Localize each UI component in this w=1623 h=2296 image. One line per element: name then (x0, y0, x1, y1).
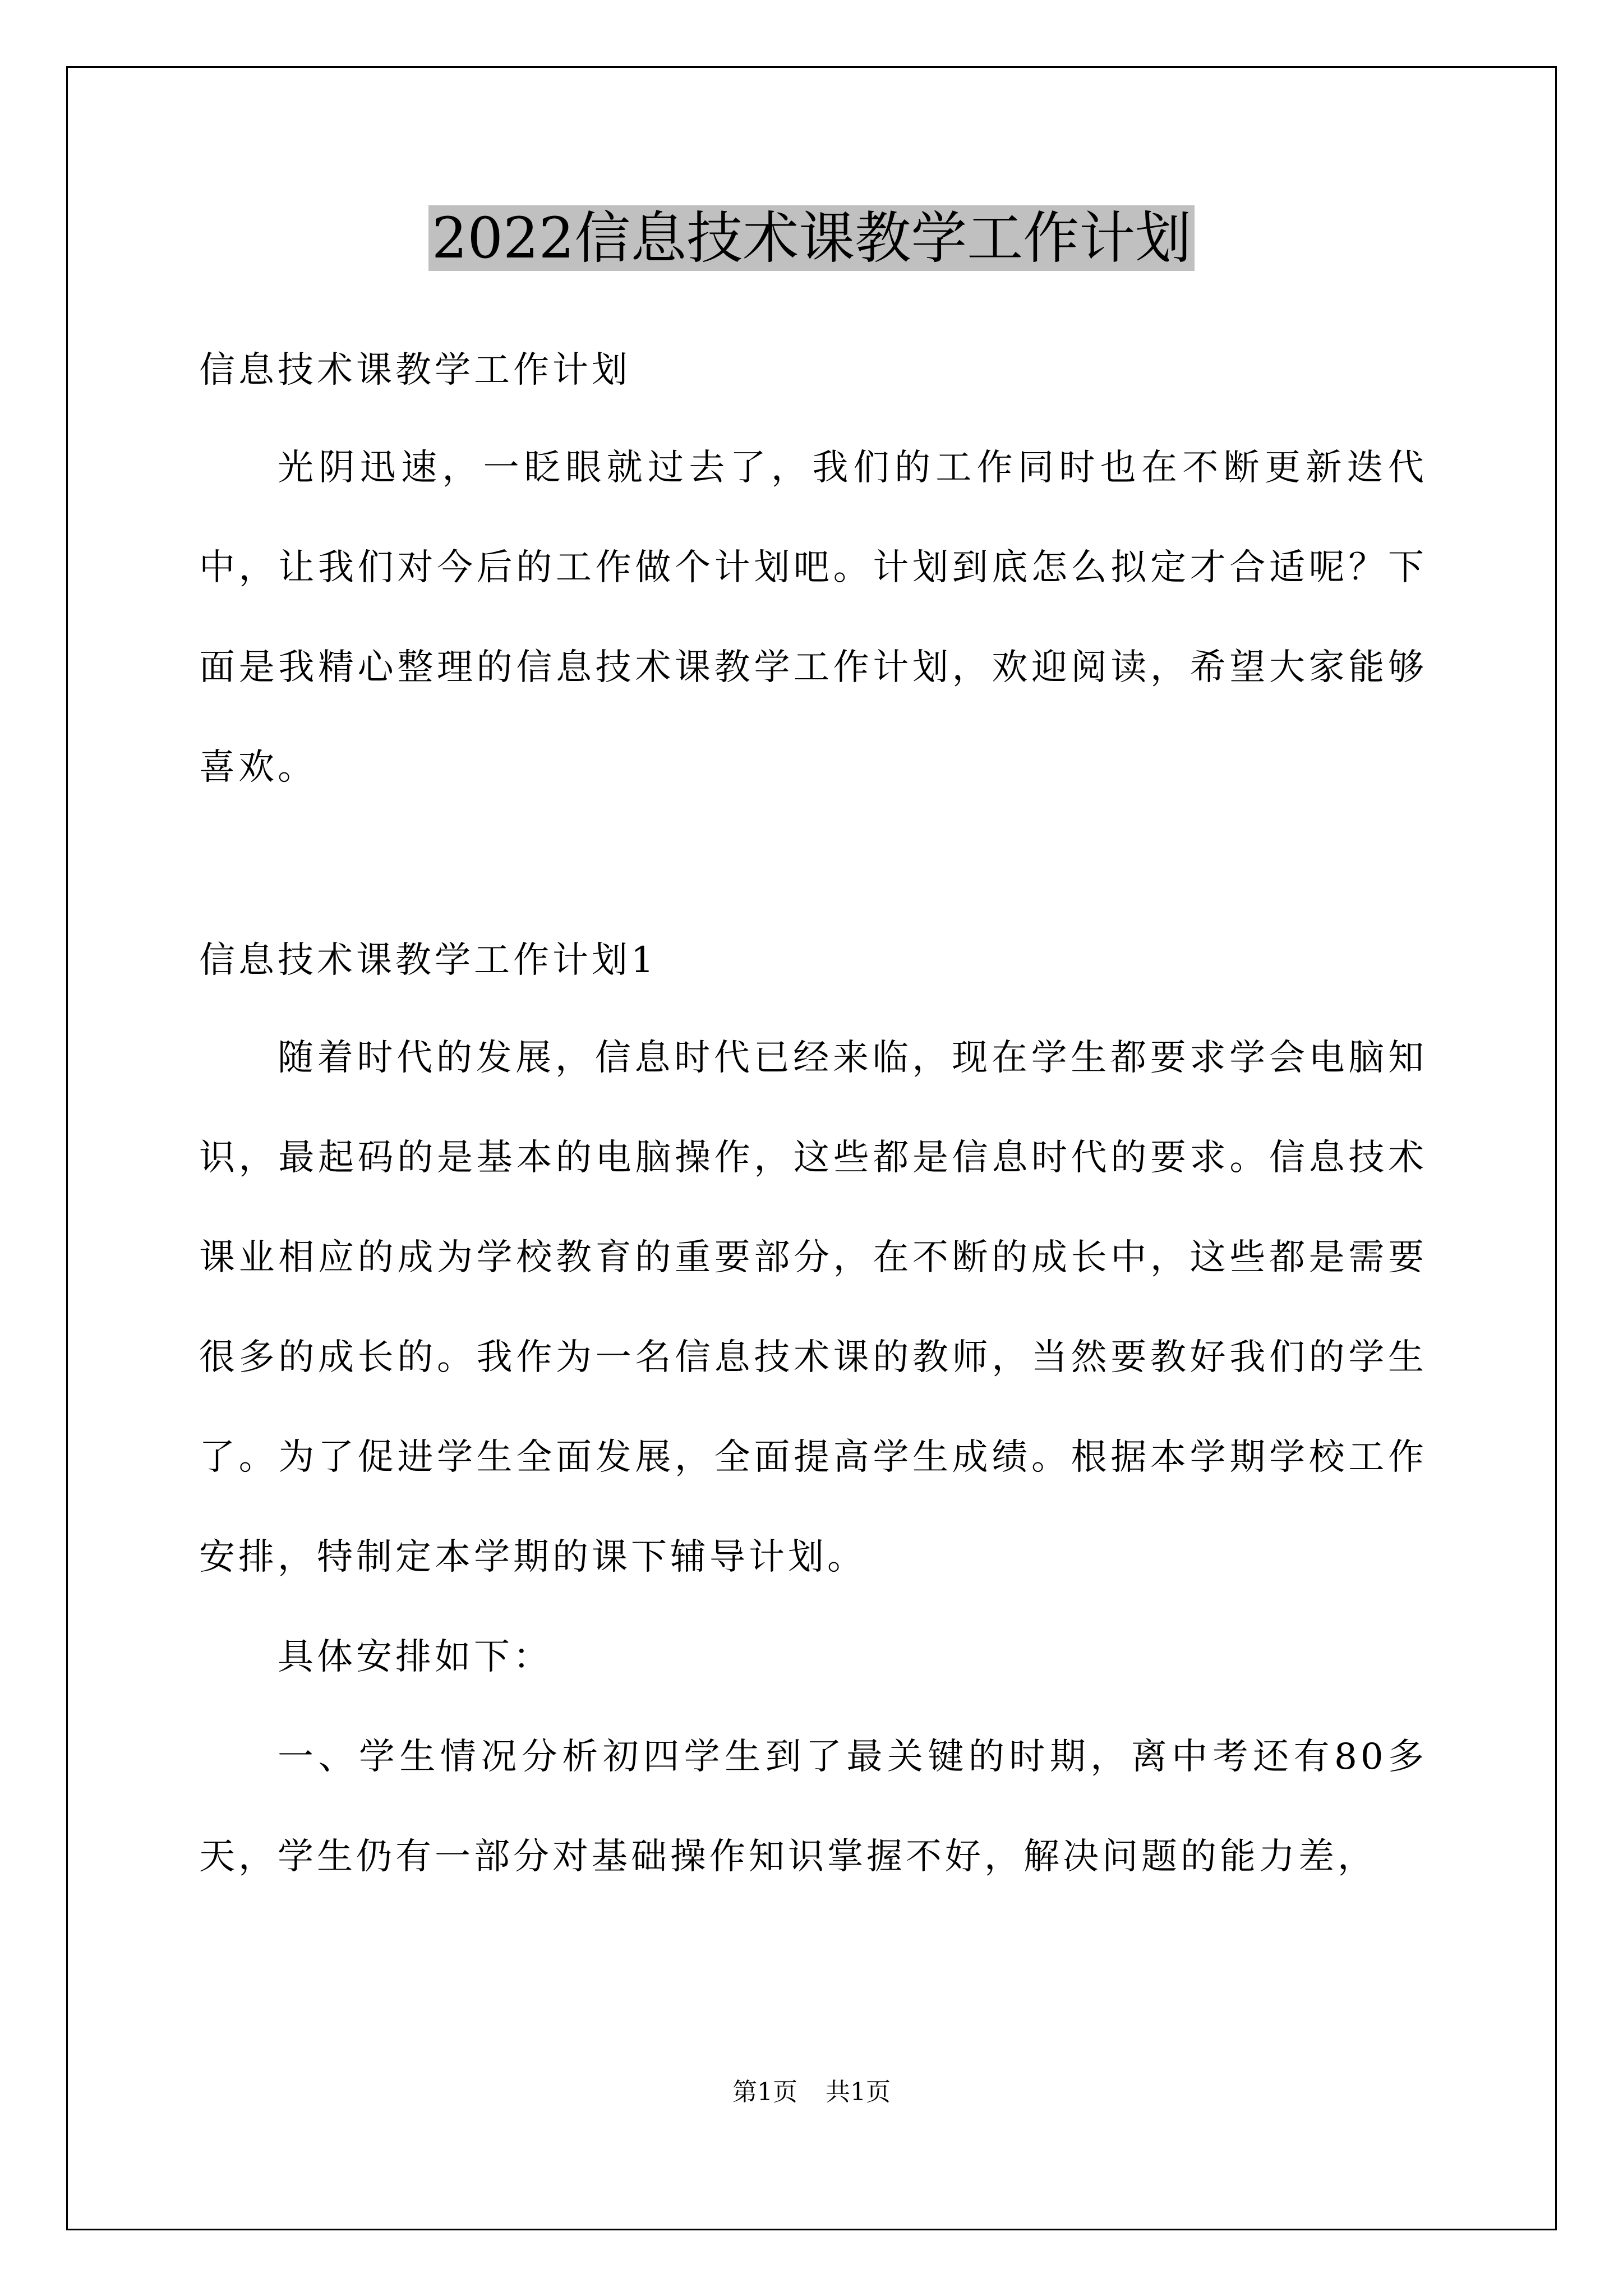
page-number-current: 第1页 (732, 2078, 797, 2106)
section-1-paragraph: 随着时代的发展，信息时代已经来临，现在学生都要求学会电脑知识，最起码的是基本的电脑操作，这些都是信息时代的要求。信息技术课业相应的成为学校教育的重要部分，在不断的成长中，这些都是需要很多的成长的。我作为一名信息技术课的教师，当然要教好我们的学生了。为了促进学生全面发展，全面提高学生成绩。根据本学期学校工作安排，特制定本学期的课下辅导计划。 (199, 1037, 1427, 1578)
title-highlight: 2022信息技术课教学工作计划 (428, 205, 1195, 271)
intro-heading: 信息技术课教学工作计划 (199, 349, 631, 391)
document-title (0, 199, 1623, 278)
section-heading-1: 信息技术课教学工作计划1 (199, 940, 657, 981)
document-body (199, 306, 1427, 1907)
page-number-total: 共1页 (826, 2078, 891, 2106)
page-footer (0, 2076, 1623, 2109)
student-analysis-paragraph: 一、学生情况分析初四学生到了最关键的时期，离中考还有80多天，学生仍有一部分对基础操作知识掌握不好，解决问题的能力差， (199, 1736, 1427, 1878)
intro-paragraph: 光阴迅速，一眨眼就过去了，我们的工作同时也在不断更新迭代中，让我们对今后的工作做个计划吧。计划到底怎么拟定才合适呢？下面是我精心整理的信息技术课教学工作计划，欢迎阅读，希望大家能够喜欢。 (199, 447, 1427, 788)
arrangement-heading: 具体安排如下： (278, 1636, 552, 1678)
